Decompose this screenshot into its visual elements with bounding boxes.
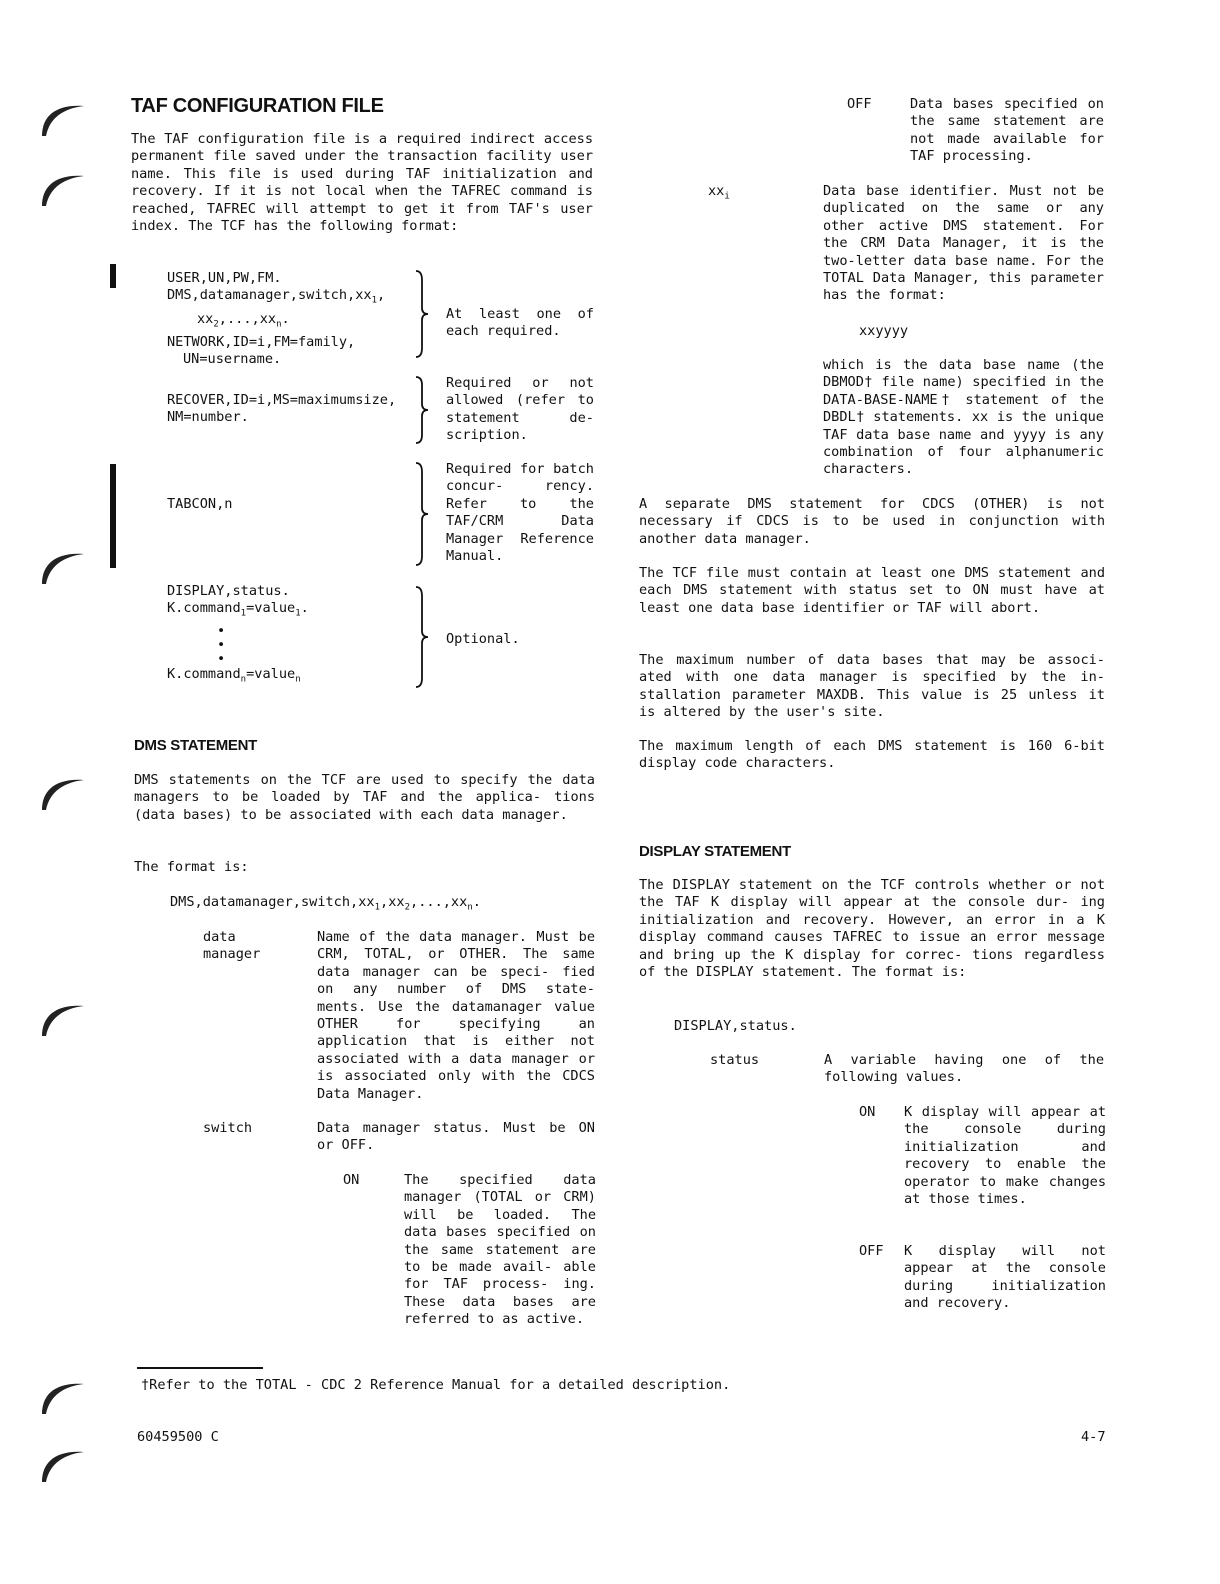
intro-paragraph: The TAF configuration file is a required indirect access permanent file saved under the transaction facility user name. This file is used during TAF initialization and recovery. If it is not local when the TAFREC command is reached, TAFREC will attempt to get it from TAF's user index. The TCF has the following format:	[131, 131, 593, 235]
paragraph: The maximum length of each DMS statement is 160 6-bit display code characters.	[639, 738, 1105, 772]
format-group-4	[167, 583, 309, 689]
status-description: K display will appear at the console during initialization and recovery to enable the operator to make changes at those times.	[904, 1104, 1106, 1208]
footnote: †Refer to the TOTAL - CDC 2 Reference Manual for a detailed description.	[141, 1377, 731, 1393]
format-group-3	[167, 496, 232, 513]
brace	[414, 586, 434, 688]
display-paragraph: The DISPLAY statement on the TCF controls whether or not the TAF K display will appear at the console dur- ing initialization and recovery. However, an error in a K display command causes TAFREC to issue an error message and bring up the K display for correc- tions regardless of the DISPLAY statement. The format is:	[639, 877, 1105, 981]
format-line: TABCON,n	[167, 496, 233, 512]
switch-value: OFF	[847, 96, 872, 112]
punch-mark	[40, 168, 86, 213]
status-description: K display will not appear at the console during initialization and recovery.	[904, 1243, 1106, 1312]
punch-mark	[40, 1444, 86, 1489]
param-name: $xx_i$	[708, 183, 730, 202]
punch-mark	[40, 998, 86, 1043]
punch-mark	[40, 1376, 86, 1421]
format-line: $xx_2,...,xx_n$.	[197, 310, 290, 330]
punch-mark	[40, 98, 86, 143]
format-line: K.command$_1$=value$_1$.	[167, 600, 309, 620]
param-description: Name of the data manager. Must be CRM, TOTAL, or OTHER. The same data manager can be speci- fied on any number of DMS state- ments. Use the datamanager value OTHER for specifying an application that is either not associated with a data manager or is associated only with the CDCS Data Manager.	[317, 929, 595, 1102]
format-line: K.command$_n$=value$_n$	[167, 665, 301, 685]
page-title: TAF CONFIGURATION FILE	[131, 95, 384, 117]
format-line: UN=username.	[183, 351, 282, 368]
page-number: 4-7	[1081, 1429, 1106, 1445]
format-line: NETWORK,ID=i,FM=family,	[167, 333, 356, 350]
format-note: Required or not allowed (refer to statement de- scription.	[446, 375, 594, 444]
format-note: At least one of each required.	[446, 306, 594, 340]
punch-mark	[40, 772, 86, 817]
format-line: USER,UN,PW,FM.	[167, 270, 282, 286]
dms-paragraph: DMS statements on the TCF are used to specify the data managers to be loaded by TAF and the applica- tions (data bases) to be associated with each data manager.	[134, 772, 595, 823]
format-note: Required for batch concur- rency. Refer to the TAF/CRM Data Manager Reference Manual.	[446, 461, 594, 565]
format-ellipsis: •	[217, 650, 226, 667]
status-value: OFF	[859, 1243, 884, 1259]
param-name: switch	[203, 1120, 253, 1136]
param-description: A variable having one of the following values.	[824, 1052, 1104, 1086]
param-name: status	[710, 1052, 760, 1068]
change-bar	[110, 464, 116, 568]
format-line: RECOVER,ID=i,MS=maximumsize,	[167, 392, 397, 408]
param-name: data manager	[203, 929, 261, 963]
status-value: ON	[859, 1104, 876, 1120]
param-description: Data manager status. Must be ON or OFF.	[317, 1120, 595, 1154]
brace	[414, 270, 434, 358]
format-ellipsis: •	[217, 636, 226, 653]
brace	[414, 462, 434, 566]
format-ellipsis: •	[217, 622, 226, 639]
dms-format-label: The format is:	[134, 859, 249, 875]
switch-description: Data bases specified on the same statement are not made available for TAF processing.	[910, 96, 1104, 165]
section-heading-display: DISPLAY STATEMENT	[639, 843, 791, 860]
brace	[414, 376, 434, 444]
dms-format-line: $DMS,datamanager,switch,xx_1,xx_2,...,xx_n$.	[170, 894, 481, 913]
param-description: Data base identifier. Must not be duplicated on the same or any other active DMS statement. For the CRM Data Manager, it is the two-letter data base name. For the TOTAL Data Manager, this parameter has the format:	[823, 183, 1104, 304]
paragraph: The TCF file must contain at least one DMS statement and each DMS statement with status set to ON must have at least one data base identifier or TAF will abort.	[639, 565, 1105, 616]
format-line: NM=number.	[167, 409, 249, 426]
footnote-rule	[137, 1367, 263, 1369]
format-group-1	[167, 270, 385, 368]
format-note: Optional.	[446, 631, 520, 647]
paragraph: The maximum number of data bases that may be associ- ated with one data manager is specified by the in- stallation parameter MAXDB. This value is 25 unless it is altered by the user's site.	[639, 652, 1105, 721]
document-number: 60459500 C	[137, 1429, 219, 1445]
format-line: $DMS,datamanager,switch,xx_1$,	[167, 287, 386, 307]
param-format: xxyyyy	[859, 323, 909, 339]
switch-value: ON	[343, 1172, 360, 1188]
format-line: DISPLAY,status.	[167, 583, 290, 599]
switch-description: The specified data manager (TOTAL or CRM) will be loaded. The data bases specified on the same statement are to be made avail- able for TAF process- ing. These data bases are referred to as active.	[404, 1172, 596, 1328]
section-heading-dms: DMS STATEMENT	[134, 737, 258, 754]
format-group-2	[167, 392, 396, 427]
param-description-continued: which is the data base name (the DBMOD† file name) specified in the DATA-BASE-NAME† statement of the DBDL† statements. xx is the unique TAF data base name and yyyy is any combination of four alphanumeric characters.	[823, 357, 1104, 478]
display-format-line: DISPLAY,status.	[674, 1018, 797, 1034]
change-bar	[110, 264, 116, 288]
paragraph: A separate DMS statement for CDCS (OTHER) is not necessary if CDCS is to be used in conjunction with another data manager.	[639, 496, 1105, 547]
punch-mark	[40, 546, 86, 591]
